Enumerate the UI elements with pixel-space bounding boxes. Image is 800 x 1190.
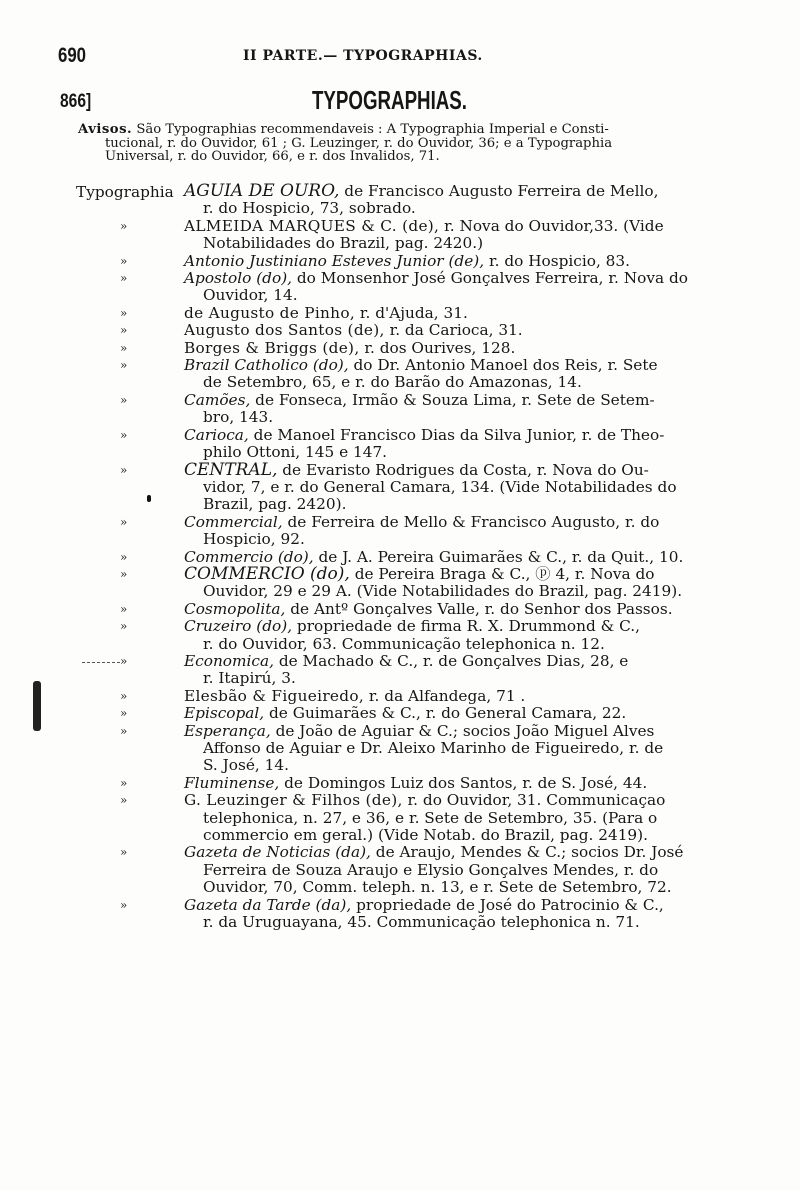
entry-name: Commercial, [184, 512, 283, 531]
directory-entry [76, 705, 716, 722]
entry-name: Economica, [184, 651, 274, 670]
notice-line-3: Universal, r. do Ouvidor, 66, e r. dos Invalidos, 71. [105, 149, 440, 164]
notice-line-1: São Typographias recommendaveis : A Typographia Imperial e Consti- [136, 122, 609, 137]
ditto-mark: » [120, 845, 128, 860]
entry-continuation: r. da Uruguayana, 45. Communicação telephonica n. 71. [203, 913, 640, 932]
entry-name: Brazil Catholico (do), [184, 356, 349, 375]
entry-name: Gazeta da Tarde (da), [184, 895, 352, 914]
entry-name: Episcopal, [184, 704, 265, 723]
entry-continuation: S. José, 14. [203, 756, 289, 775]
entry-text: de Francisco Augusto Ferreira de Mello, [339, 182, 659, 200]
directory-entry [76, 601, 716, 618]
entry-continuation: Ferreira de Souza Araujo e Elysio Gonçalves Mendes, r. do [203, 860, 659, 879]
entry-name: Apostolo (do), [184, 269, 293, 288]
directory-entry [76, 322, 716, 339]
directory-entry [76, 514, 716, 549]
entry-text: de João de Aguiar & C.; socios João Miguel Alves [270, 721, 655, 740]
entry-text: de Ferreira de Mello & Francisco Augusto, r. do [282, 512, 660, 531]
entry-continuation: r. do Ouvidor, 63. Communicação telephonica n. 12. [203, 634, 605, 653]
directory-entry [76, 357, 716, 392]
entry-continuation: Brazil, pag. 2420). [203, 495, 347, 514]
entry-text: r. dos Ourives, 128. [359, 338, 516, 357]
entry-continuation: Ouvidor, 14. [203, 286, 298, 305]
entry-text: r. d'Ajuda, 31. [355, 303, 468, 322]
entry-continuation: commercio em geral.) (Vide Notab. do Brazil, pag. 2419). [203, 826, 648, 845]
ditto-mark: » [120, 514, 128, 529]
margin-ink-mark [33, 681, 41, 731]
notice-paragraph [78, 123, 710, 164]
entry-continuation: r. Itapirú, 3. [203, 669, 296, 688]
entry-name: Camões, [184, 390, 251, 409]
entry-name: Cruzeiro (do), [184, 617, 293, 636]
entry-continuation: telephonica, n. 27, e 36, e r. Sete de Setembro, 35. (Para o [203, 808, 658, 827]
directory-entry [76, 844, 716, 896]
entry-text: r. do Hospicio, 83. [484, 251, 631, 270]
entry-name: G. Leuzinger & Filhos (de), [184, 791, 403, 810]
entry-name: Antonio Justiniano Esteves Junior (de), [184, 251, 485, 270]
entry-name: Borges & Briggs (de), [184, 338, 360, 357]
lead-word: Typographia [76, 183, 174, 201]
directory-entry [76, 563, 716, 601]
ditto-mark: » [120, 427, 128, 442]
entry-text: de Guimarães & C., r. do General Camara, 22. [264, 704, 627, 723]
entry-name: Fluminense, [184, 773, 280, 792]
entry-text: r. da Carioca, 31. [384, 321, 523, 340]
section-number: 866] [60, 91, 92, 112]
ditto-mark: » [120, 706, 128, 721]
entry-text: do Dr. Antonio Manoel dos Reis, r. Sete [348, 356, 658, 375]
ditto-mark: » [120, 775, 128, 790]
directory-entry [76, 253, 716, 270]
directory-entry [76, 305, 716, 322]
entry-continuation: bro, 143. [203, 408, 274, 427]
directory-entry [76, 459, 716, 514]
ditto-mark: » [120, 897, 128, 912]
directory-entry [76, 775, 716, 792]
entry-text: de Evaristo Rodrigues da Costa, r. Nova do Ou- [277, 460, 649, 479]
ditto-mark: » [120, 462, 128, 477]
directory-entry [76, 218, 716, 253]
entry-name: AGUIA DE OURO, [184, 181, 340, 201]
entry-continuation: philo Ottoni, 145 e 147. [203, 443, 388, 462]
entry-name: Cosmopolita, [184, 599, 286, 618]
entry-name: COMMERCIO (do), [184, 563, 350, 584]
entry-continuation: Ouvidor, 70, Comm. teleph. n. 13, e r. Sete de Setembro, 72. [203, 878, 672, 897]
directory-entry [76, 897, 716, 932]
ditto-mark: » [120, 601, 128, 616]
entry-text: de Fonseca, Irmão & Souza Lima, r. Sete de Setem- [250, 390, 655, 409]
entry-continuation: Ouvidor, 29 e 29 A. (Vide Notabilidades do Brazil, pag. 2419). [203, 582, 683, 601]
ditto-mark: » [120, 723, 128, 738]
section-title: TYPOGRAPHIAS. [312, 85, 467, 115]
ditto-mark: » [120, 218, 128, 233]
directory-entry [76, 427, 716, 462]
running-head: II PARTE.— TYPOGRAPHIAS. [243, 48, 483, 64]
ditto-mark: » [120, 340, 128, 355]
directory-entry [76, 549, 716, 566]
directory-entry [76, 792, 716, 844]
entry-text: de Araujo, Mendes & C.; socios Dr. José [370, 843, 684, 862]
entry-name: ALMEIDA MARQUES & C. (de), [184, 216, 440, 235]
ditto-mark: » [120, 392, 128, 407]
entry-text: de Domingos Luiz dos Santos, r. de S. José, 44. [279, 773, 648, 792]
directory-entry [76, 723, 716, 775]
entry-name: Elesbão & Figueiredo, [184, 686, 365, 705]
entry-name: de Augusto de Pinho, [184, 303, 355, 322]
entry-continuation: r. do Hospicio, 73, sobrado. [203, 199, 416, 218]
entry-name: CENTRAL, [184, 459, 278, 480]
directory-entries [76, 183, 716, 931]
entry-name: Augusto dos Santos (de), [184, 321, 385, 340]
entry-continuation: Affonso de Aguiar e Dr. Aleixo Marinho de Figueiredo, r. de [203, 739, 664, 757]
directory-entry [76, 392, 716, 427]
entry-continuation: Notabilidades do Brazil, pag. 2420.) [203, 234, 484, 253]
directory-entry [76, 183, 716, 218]
ditto-mark: » [120, 688, 128, 703]
entry-name: Gazeta de Noticias (da), [184, 843, 371, 862]
entry-text: de Antº Gonçalves Valle, r. do Senhor dos Passos. [285, 599, 673, 618]
directory-entry [76, 270, 716, 305]
ditto-mark: » [120, 253, 128, 268]
entry-text: r. da Alfandega, 71 . [364, 686, 526, 705]
entry-text: do Monsenhor José Gonçalves Ferreira, r. Nova do [292, 269, 688, 288]
entry-text: r. do Ouvidor, 31. Communicaçao [402, 791, 666, 810]
entry-continuation: de Setembro, 65, e r. do Barão do Amazonas, 14. [203, 373, 582, 392]
directory-entry [76, 340, 716, 357]
entry-text: de Manoel Francisco Dias da Silva Junior, r. de Theo- [248, 425, 665, 444]
entry-text: propriedade de José do Patrocinio & C., [351, 895, 664, 914]
directory-entry [76, 688, 716, 705]
entry-text: propriedade de firma R. X. Drummond & C., [292, 617, 640, 636]
entry-text: r. Nova do Ouvidor,33. (Vide [439, 216, 664, 235]
ditto-mark: » [120, 793, 128, 808]
notice-label: Avisos. [78, 122, 133, 137]
directory-entry [76, 618, 716, 653]
entry-name: Esperança, [184, 721, 271, 740]
directory-entry [76, 653, 716, 688]
entry-text: de Machado & C., r. de Gonçalves Dias, 28, e [273, 651, 629, 670]
ditto-mark: » [120, 566, 128, 581]
entry-continuation: vidor, 7, e r. do General Camara, 134. (Vide Notabilidades do [203, 477, 677, 496]
entry-name: Commercio (do), [184, 547, 314, 566]
ditto-mark: » [120, 305, 128, 320]
ditto-mark: » [120, 619, 128, 634]
ditto-mark: » [120, 549, 128, 564]
ditto-mark: » [120, 271, 128, 286]
ditto-mark: » [120, 323, 128, 338]
page-number: 690 [58, 44, 87, 67]
entry-text: de Pereira Braga & C., ⓟ 4, r. Nova do [349, 564, 655, 583]
entry-continuation: Hospicio, 92. [203, 530, 305, 549]
ditto-mark: » [120, 358, 128, 373]
entry-text: de J. A. Pereira Guimarães & C., r. da Quit., 10. [313, 547, 684, 566]
notice-line-2: tucional, r. do Ouvidor, 61 ; G. Leuzinger, r. do Ouvidor, 36; e a Typographia [105, 135, 613, 151]
ditto-mark: » [120, 653, 128, 668]
entry-name: Carioca, [184, 425, 249, 444]
